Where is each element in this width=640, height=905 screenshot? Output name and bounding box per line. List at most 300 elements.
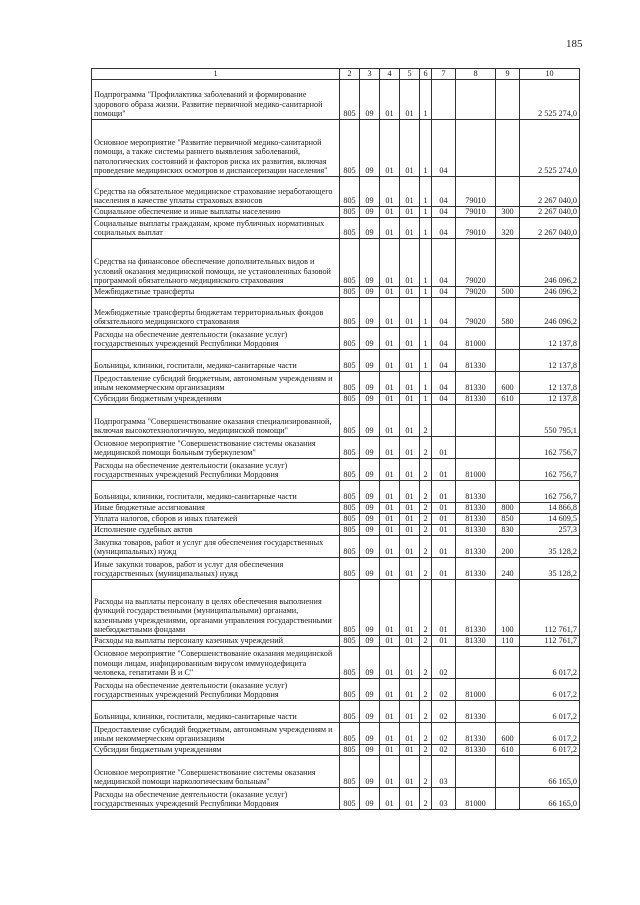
- code-cell: 2: [420, 788, 432, 810]
- amount-cell: 66 165,0: [520, 788, 580, 810]
- row-name-cell: Подпрограмма "Профилактика заболеваний и формирование здорового образа жизни. Развитие первичной медико-санитарной помощи": [92, 80, 340, 120]
- code-cell: 01: [400, 287, 420, 298]
- row-name-cell: Социальное обеспечение и иные выплаты населению: [92, 207, 340, 218]
- row-name-cell: Основное мероприятие "Развитие первичной медико-санитарной помощи, а также системы раннего выявления заболеваний, патологических состояний и факторов риска их развития, включая проведение медицинских осмотров и диспансеризации населения": [92, 120, 340, 177]
- row-name-cell: Иные бюджетные ассигнования: [92, 503, 340, 514]
- code-cell: [496, 701, 520, 723]
- code-cell: 01: [380, 679, 400, 701]
- code-cell: 01: [432, 514, 456, 525]
- code-cell: 04: [432, 287, 456, 298]
- code-cell: 01: [380, 437, 400, 459]
- amount-cell: 162 756,7: [520, 481, 580, 503]
- code-cell: 1: [420, 372, 432, 394]
- row-name-cell: Подпрограмма "Совершенствование оказания специализированной, включая высокотехнологичную, медицинской помощи": [92, 405, 340, 437]
- row-name-cell: Расходы на обеспечение деятельности (оказание услуг) государственных учреждений Республики Мордовия: [92, 788, 340, 810]
- code-cell: 09: [360, 503, 380, 514]
- code-cell: 81330: [456, 350, 496, 372]
- code-cell: 01: [400, 756, 420, 788]
- code-cell: 09: [360, 218, 380, 239]
- code-cell: 01: [400, 647, 420, 679]
- code-cell: [496, 239, 520, 287]
- code-cell: 81000: [456, 679, 496, 701]
- row-name-cell: Иные закупки товаров, работ и услуг для обеспечения государственных (муниципальных) нужд: [92, 558, 340, 580]
- code-cell: 81330: [456, 503, 496, 514]
- code-cell: 610: [496, 394, 520, 405]
- code-cell: 1: [420, 80, 432, 120]
- table-row: [92, 503, 580, 514]
- code-cell: 805: [340, 536, 360, 558]
- column-header: 10: [520, 69, 580, 80]
- code-cell: [456, 80, 496, 120]
- code-cell: 09: [360, 394, 380, 405]
- code-cell: 01: [400, 745, 420, 756]
- code-cell: 01: [400, 298, 420, 328]
- table-row: [92, 525, 580, 536]
- code-cell: 01: [380, 120, 400, 177]
- code-cell: 09: [360, 788, 380, 810]
- code-cell: 81330: [456, 723, 496, 745]
- table-row: [92, 239, 580, 287]
- code-cell: 09: [360, 177, 380, 207]
- budget-table: [91, 68, 580, 810]
- code-cell: 09: [360, 120, 380, 177]
- code-cell: 1: [420, 350, 432, 372]
- code-cell: 01: [400, 239, 420, 287]
- code-cell: 01: [400, 481, 420, 503]
- code-cell: 110: [496, 636, 520, 647]
- code-cell: 01: [380, 647, 400, 679]
- code-cell: 500: [496, 287, 520, 298]
- code-cell: 09: [360, 287, 380, 298]
- amount-cell: 12 137,8: [520, 372, 580, 394]
- code-cell: [496, 120, 520, 177]
- code-cell: 805: [340, 636, 360, 647]
- table-row: [92, 647, 580, 679]
- code-cell: 02: [432, 723, 456, 745]
- code-cell: 03: [432, 756, 456, 788]
- code-cell: 79010: [456, 207, 496, 218]
- table-row: [92, 723, 580, 745]
- code-cell: 01: [432, 536, 456, 558]
- table-row: [92, 558, 580, 580]
- code-cell: 81330: [456, 580, 496, 636]
- code-cell: [496, 437, 520, 459]
- code-cell: 04: [432, 350, 456, 372]
- table-row: [92, 207, 580, 218]
- table-row: [92, 328, 580, 350]
- amount-cell: 2 267 040,0: [520, 218, 580, 239]
- code-cell: 01: [400, 350, 420, 372]
- amount-cell: 14 866,8: [520, 503, 580, 514]
- code-cell: 805: [340, 298, 360, 328]
- code-cell: 03: [432, 788, 456, 810]
- table-row: [92, 701, 580, 723]
- code-cell: [456, 405, 496, 437]
- code-cell: 81330: [456, 701, 496, 723]
- code-cell: 02: [432, 701, 456, 723]
- code-cell: 2: [420, 756, 432, 788]
- code-cell: 1: [420, 120, 432, 177]
- code-cell: 805: [340, 437, 360, 459]
- table-row: [92, 459, 580, 481]
- code-cell: 01: [432, 481, 456, 503]
- code-cell: 09: [360, 679, 380, 701]
- code-cell: 01: [400, 701, 420, 723]
- amount-cell: 112 761,7: [520, 580, 580, 636]
- amount-cell: 162 756,7: [520, 437, 580, 459]
- code-cell: 09: [360, 536, 380, 558]
- code-cell: 2: [420, 701, 432, 723]
- code-cell: 01: [400, 459, 420, 481]
- row-name-cell: Предоставление субсидий бюджетным, автономным учреждениям и иным некоммерческим организациям: [92, 723, 340, 745]
- code-cell: [496, 350, 520, 372]
- amount-cell: 6 017,2: [520, 745, 580, 756]
- code-cell: [456, 437, 496, 459]
- column-header: 4: [380, 69, 400, 80]
- page-number: 185: [566, 38, 583, 50]
- code-cell: [432, 80, 456, 120]
- code-cell: 01: [400, 558, 420, 580]
- code-cell: 1: [420, 177, 432, 207]
- code-cell: 805: [340, 218, 360, 239]
- table-row: [92, 636, 580, 647]
- code-cell: 81330: [456, 536, 496, 558]
- code-cell: 01: [400, 437, 420, 459]
- table-row: [92, 788, 580, 810]
- code-cell: 01: [380, 514, 400, 525]
- code-cell: 200: [496, 536, 520, 558]
- code-cell: 01: [400, 536, 420, 558]
- code-cell: 01: [380, 350, 400, 372]
- code-cell: 2: [420, 580, 432, 636]
- row-name-cell: Уплата налогов, сборов и иных платежей: [92, 514, 340, 525]
- code-cell: 81330: [456, 514, 496, 525]
- row-name-cell: Предоставление субсидий бюджетным, автономным учреждениям и иным некоммерческим организациям: [92, 372, 340, 394]
- code-cell: 01: [432, 558, 456, 580]
- amount-cell: 12 137,8: [520, 328, 580, 350]
- code-cell: [456, 120, 496, 177]
- code-cell: 09: [360, 756, 380, 788]
- code-cell: 600: [496, 723, 520, 745]
- amount-cell: 550 795,1: [520, 405, 580, 437]
- amount-cell: 112 761,7: [520, 636, 580, 647]
- code-cell: 01: [432, 580, 456, 636]
- code-cell: 2: [420, 481, 432, 503]
- code-cell: [456, 756, 496, 788]
- code-cell: 805: [340, 788, 360, 810]
- code-cell: 81330: [456, 745, 496, 756]
- code-cell: 81330: [456, 394, 496, 405]
- code-cell: 04: [432, 239, 456, 287]
- code-cell: [496, 459, 520, 481]
- amount-cell: 257,3: [520, 525, 580, 536]
- code-cell: 805: [340, 745, 360, 756]
- code-cell: [496, 328, 520, 350]
- code-cell: 01: [432, 636, 456, 647]
- table-row: [92, 481, 580, 503]
- column-header: 6: [420, 69, 432, 80]
- code-cell: [496, 481, 520, 503]
- code-cell: 2: [420, 745, 432, 756]
- table-body: [92, 80, 580, 810]
- amount-cell: 2 267 040,0: [520, 177, 580, 207]
- table-row: [92, 350, 580, 372]
- column-header: 7: [432, 69, 456, 80]
- code-cell: 01: [380, 536, 400, 558]
- code-cell: 805: [340, 177, 360, 207]
- code-cell: 81330: [456, 372, 496, 394]
- row-name-cell: Расходы на обеспечение деятельности (оказание услуг) государственных учреждений Республики Мордовия: [92, 328, 340, 350]
- code-cell: 01: [400, 394, 420, 405]
- code-cell: 805: [340, 514, 360, 525]
- code-cell: 01: [400, 328, 420, 350]
- code-cell: 01: [380, 287, 400, 298]
- code-cell: 01: [380, 503, 400, 514]
- table-row: [92, 679, 580, 701]
- code-cell: 79020: [456, 287, 496, 298]
- code-cell: 2: [420, 514, 432, 525]
- code-cell: 850: [496, 514, 520, 525]
- code-cell: 09: [360, 372, 380, 394]
- code-cell: 805: [340, 580, 360, 636]
- code-cell: 01: [400, 679, 420, 701]
- table-row: [92, 287, 580, 298]
- code-cell: 04: [432, 328, 456, 350]
- code-cell: 09: [360, 207, 380, 218]
- code-cell: 240: [496, 558, 520, 580]
- code-cell: 1: [420, 328, 432, 350]
- table-row: [92, 80, 580, 120]
- code-cell: 01: [380, 788, 400, 810]
- code-cell: 09: [360, 558, 380, 580]
- code-cell: 01: [432, 459, 456, 481]
- code-cell: 09: [360, 239, 380, 287]
- code-cell: [496, 80, 520, 120]
- code-cell: [496, 756, 520, 788]
- row-name-cell: Исполнение судебных актов: [92, 525, 340, 536]
- code-cell: 09: [360, 298, 380, 328]
- code-cell: 805: [340, 503, 360, 514]
- code-cell: 09: [360, 745, 380, 756]
- code-cell: 09: [360, 580, 380, 636]
- code-cell: 09: [360, 701, 380, 723]
- code-cell: [496, 679, 520, 701]
- code-cell: 02: [432, 647, 456, 679]
- row-name-cell: Субсидии бюджетным учреждениям: [92, 394, 340, 405]
- code-cell: 04: [432, 298, 456, 328]
- row-name-cell: Основное мероприятие "Совершенствование системы оказания медицинской помощи наркологическим больным": [92, 756, 340, 788]
- code-cell: [496, 788, 520, 810]
- code-cell: 2: [420, 437, 432, 459]
- code-cell: 01: [380, 745, 400, 756]
- code-cell: 01: [400, 177, 420, 207]
- code-cell: 805: [340, 756, 360, 788]
- code-cell: 805: [340, 525, 360, 536]
- code-cell: 01: [400, 80, 420, 120]
- code-cell: 81330: [456, 481, 496, 503]
- code-cell: 805: [340, 207, 360, 218]
- code-cell: [496, 647, 520, 679]
- amount-cell: 246 096,2: [520, 298, 580, 328]
- row-name-cell: Основное мероприятие "Совершенствование системы оказания медицинской помощи больным туберкулезом": [92, 437, 340, 459]
- code-cell: 09: [360, 350, 380, 372]
- row-name-cell: Межбюджетные трансферты: [92, 287, 340, 298]
- code-cell: 01: [380, 372, 400, 394]
- code-cell: 805: [340, 459, 360, 481]
- table-row: [92, 177, 580, 207]
- amount-cell: 246 096,2: [520, 287, 580, 298]
- code-cell: 81330: [456, 636, 496, 647]
- code-cell: 01: [380, 636, 400, 647]
- code-cell: 01: [400, 636, 420, 647]
- code-cell: 1: [420, 207, 432, 218]
- code-cell: 1: [420, 287, 432, 298]
- amount-cell: 35 128,2: [520, 536, 580, 558]
- code-cell: 01: [380, 756, 400, 788]
- column-header: 9: [496, 69, 520, 80]
- table-row: [92, 514, 580, 525]
- code-cell: 01: [380, 239, 400, 287]
- code-cell: 01: [380, 80, 400, 120]
- code-cell: 805: [340, 350, 360, 372]
- code-cell: 1: [420, 239, 432, 287]
- row-name-cell: Межбюджетные трансферты бюджетам территориальных фондов обязательного медицинского страхования: [92, 298, 340, 328]
- code-cell: 01: [400, 120, 420, 177]
- code-cell: 09: [360, 437, 380, 459]
- code-cell: 01: [400, 525, 420, 536]
- column-header: 8: [456, 69, 496, 80]
- row-name-cell: Субсидии бюджетным учреждениям: [92, 745, 340, 756]
- table-row: [92, 745, 580, 756]
- row-name-cell: Расходы на обеспечение деятельности (оказание услуг) государственных учреждений Республики Мордовия: [92, 679, 340, 701]
- code-cell: 81000: [456, 788, 496, 810]
- code-cell: 805: [340, 701, 360, 723]
- code-cell: 01: [400, 788, 420, 810]
- code-cell: 09: [360, 80, 380, 120]
- code-cell: 2: [420, 679, 432, 701]
- code-cell: 01: [380, 405, 400, 437]
- code-cell: 01: [400, 723, 420, 745]
- code-cell: 320: [496, 218, 520, 239]
- code-cell: 79010: [456, 177, 496, 207]
- code-cell: [496, 405, 520, 437]
- code-cell: 1: [420, 394, 432, 405]
- code-cell: 09: [360, 525, 380, 536]
- row-name-cell: Закупка товаров, работ и услуг для обеспечения государственных (муниципальных) нужд: [92, 536, 340, 558]
- code-cell: 2: [420, 636, 432, 647]
- code-cell: 600: [496, 372, 520, 394]
- code-cell: 04: [432, 394, 456, 405]
- code-cell: 01: [380, 218, 400, 239]
- code-cell: 830: [496, 525, 520, 536]
- amount-cell: 14 609,5: [520, 514, 580, 525]
- table-row: [92, 580, 580, 636]
- code-cell: 01: [400, 218, 420, 239]
- row-name-cell: Больницы, клиники, госпитали, медико-санитарные части: [92, 481, 340, 503]
- code-cell: 01: [400, 207, 420, 218]
- amount-cell: 6 017,2: [520, 647, 580, 679]
- code-cell: 01: [380, 558, 400, 580]
- code-cell: 01: [380, 481, 400, 503]
- code-cell: 805: [340, 647, 360, 679]
- code-cell: 02: [432, 745, 456, 756]
- table-row: [92, 394, 580, 405]
- row-name-cell: Социальные выплаты гражданам, кроме публичных нормативных социальных выплат: [92, 218, 340, 239]
- column-header: 5: [400, 69, 420, 80]
- code-cell: 2: [420, 536, 432, 558]
- amount-cell: 246 096,2: [520, 239, 580, 287]
- row-name-cell: Основное мероприятие "Совершенствование оказания медицинской помощи лицам, инфицированным вирусом иммунодефицита человека, гепатитами В и С": [92, 647, 340, 679]
- code-cell: 01: [380, 701, 400, 723]
- code-cell: 2: [420, 405, 432, 437]
- code-cell: 805: [340, 239, 360, 287]
- column-header: 1: [92, 69, 340, 80]
- code-cell: 09: [360, 514, 380, 525]
- code-cell: 09: [360, 481, 380, 503]
- code-cell: 01: [380, 394, 400, 405]
- code-cell: 01: [380, 723, 400, 745]
- code-cell: 610: [496, 745, 520, 756]
- code-cell: 04: [432, 207, 456, 218]
- code-cell: 81000: [456, 459, 496, 481]
- code-cell: 01: [432, 503, 456, 514]
- code-cell: 79020: [456, 298, 496, 328]
- column-header: 3: [360, 69, 380, 80]
- table-row: [92, 372, 580, 394]
- code-cell: 04: [432, 177, 456, 207]
- code-cell: 01: [380, 207, 400, 218]
- code-cell: 805: [340, 120, 360, 177]
- amount-cell: 6 017,2: [520, 701, 580, 723]
- code-cell: 01: [432, 437, 456, 459]
- code-cell: 100: [496, 580, 520, 636]
- code-cell: 01: [380, 580, 400, 636]
- code-cell: 805: [340, 394, 360, 405]
- code-cell: 1: [420, 298, 432, 328]
- code-cell: 81330: [456, 558, 496, 580]
- table-row: [92, 437, 580, 459]
- code-cell: 09: [360, 405, 380, 437]
- row-name-cell: Расходы на обеспечение деятельности (оказание услуг) государственных учреждений Республики Мордовия: [92, 459, 340, 481]
- amount-cell: 2 267 040,0: [520, 207, 580, 218]
- code-cell: 01: [400, 580, 420, 636]
- code-cell: 805: [340, 679, 360, 701]
- code-cell: 01: [400, 514, 420, 525]
- header-row: [92, 69, 580, 80]
- table-row: [92, 405, 580, 437]
- table-row: [92, 120, 580, 177]
- code-cell: 01: [432, 525, 456, 536]
- code-cell: [456, 647, 496, 679]
- code-cell: 09: [360, 647, 380, 679]
- row-name-cell: Средства на обязательное медицинское страхование неработающего населения в качестве уплаты страховых взносов: [92, 177, 340, 207]
- code-cell: 01: [380, 328, 400, 350]
- code-cell: 04: [432, 218, 456, 239]
- code-cell: 09: [360, 328, 380, 350]
- code-cell: 02: [432, 679, 456, 701]
- amount-cell: 6 017,2: [520, 723, 580, 745]
- amount-cell: 6 017,2: [520, 679, 580, 701]
- code-cell: 81330: [456, 525, 496, 536]
- code-cell: 01: [400, 405, 420, 437]
- amount-cell: 35 128,2: [520, 558, 580, 580]
- code-cell: 2: [420, 459, 432, 481]
- row-name-cell: Расходы на выплаты персоналу казенных учреждений: [92, 636, 340, 647]
- code-cell: 805: [340, 723, 360, 745]
- code-cell: 09: [360, 636, 380, 647]
- code-cell: [432, 405, 456, 437]
- table-row: [92, 218, 580, 239]
